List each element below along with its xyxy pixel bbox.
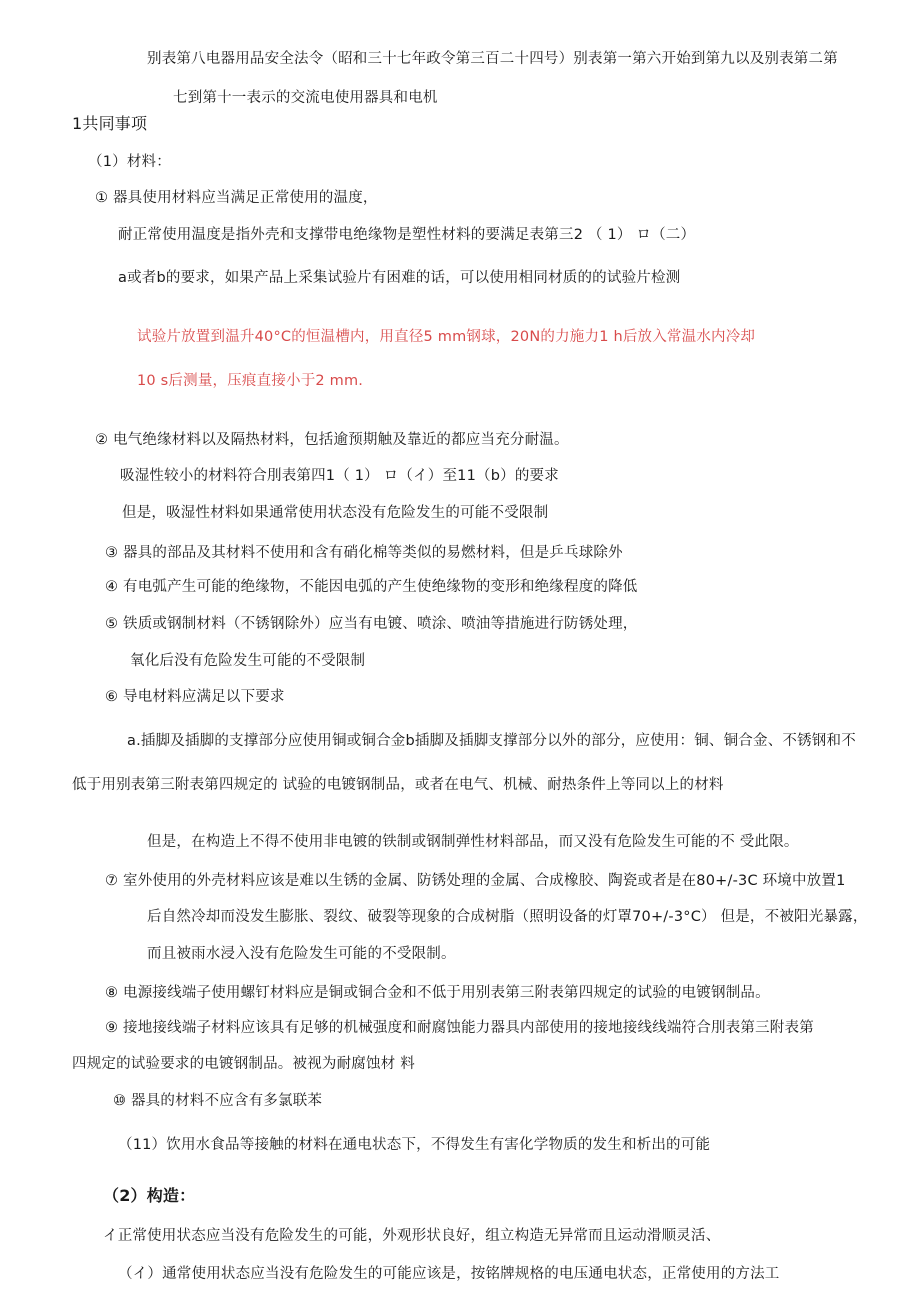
item-2-line-3: 但是，吸湿性材料如果通常使用状态没有危险发生的可能不受限制 xyxy=(122,505,549,521)
item-2-line-2: 吸湿性较小的材料符合刖表第四1（ 1） ロ（イ）至11（b）的要求 xyxy=(120,468,559,484)
test-note-line-2: 10 s后测量，压痕直接小于2 mm. xyxy=(137,373,364,389)
subsection-heading-construction: （2）构造： xyxy=(103,1186,196,1205)
construction-line-2: （イ）通常使用状态应当没有危险发生的可能应该是，按铭牌规格的电压通电状态，正常使用的方法工 xyxy=(118,1266,780,1282)
item-6-line-3: 低于用别表第三附表第四规定的 试验的电镀钢制品，或者在电气、机械、耐热条件上等同以上的材料 xyxy=(72,777,724,793)
subsection-heading-materials: （1）材料： xyxy=(88,154,171,170)
section-heading-common: 1共同事项 xyxy=(72,114,148,133)
item-7-line-3: 而且被雨水浸入没有危险发生可能的不受限制。 xyxy=(147,946,456,962)
item-9-line-2: 四规定的试验要求的电镀钢制品。被视为耐腐蚀材 料 xyxy=(72,1056,415,1072)
item-11: （11）饮用水食品等接触的材料在通电状态下，不得发生有害化学物质的发生和析出的可能 xyxy=(118,1137,711,1153)
item-2-heading: ② 电气绝缘材料以及隔热材料，包括逾预期触及靠近的都应当充分耐温。 xyxy=(95,432,569,448)
item-10: ⑩ 器具的材料不应含有多氯联苯 xyxy=(113,1093,323,1109)
item-1-line-3: a或者b的要求，如果产品上采集试验片有困难的话，可以使用相同材质的的试验片检测 xyxy=(118,270,681,286)
title-line-2: 七到第十一表示的交流电使用器具和电机 xyxy=(173,90,438,106)
item-5-line-2: 氧化后没有危险发生可能的不受限制 xyxy=(130,653,366,669)
item-4: ④ 有电弧产生可能的绝缘物，不能因电弧的产生使绝缘物的变形和绝缘程度的降低 xyxy=(105,579,638,595)
item-3: ③ 器具的部品及其材料不使用和含有硝化棉等类似的易燃材料，但是乒乓球除外 xyxy=(105,545,623,561)
title-line-1: 别表第八电器用品安全法令（昭和三十七年政令第三百二十四号）别表第一第六开始到第九以及别表第二第 xyxy=(147,51,838,67)
item-7-heading: ⑦ 室外使用的外壳材料应该是难以生锈的金属、防锈处理的金属、合成橡胶、陶瓷或者是在80+/-3C 环境中放置1 xyxy=(105,873,846,889)
item-9-heading: ⑨ 接地接线端子材料应该具有足够的机械强度和耐腐蚀能力器具内部使用的接地接线线端符合刖表第三附表第 xyxy=(105,1020,814,1036)
item-5-heading: ⑤ 铁质或钢制材料（不锈钢除外）应当有电镀、喷涂、喷油等措施进行防锈处理， xyxy=(105,616,638,632)
item-7-line-2: 后自然冷却而没发生膨胀、裂纹、破裂等现象的合成树脂（照明设备的灯罩70+/-3°C） 但是，不被阳光暴露， xyxy=(147,909,868,925)
item-6-line-2: a.插脚及插脚的支撑部分应使用铜或铜合金b插脚及插脚支撑部分以外的部分，应使用：铜、铜合金、不锈钢和不 xyxy=(127,733,856,749)
construction-line-1: イ正常使用状态应当没有危险发生的可能，外观形状良好，组立构造无异常而且运动滑顺灵活、 xyxy=(103,1228,721,1244)
item-1-line-2: 耐正常使用温度是指外壳和支撑带电绝缘物是塑性材料的要满足表第三2 （ 1） ロ（二） xyxy=(118,227,696,243)
item-6-heading: ⑥ 导电材料应满足以下要求 xyxy=(105,689,285,705)
item-8: ⑧ 电源接线端子使用螺钉材料应是铜或铜合金和不低于用别表第三附表第四规定的试验的电镀钢制品。 xyxy=(105,985,770,1001)
item-6-line-4: 但是，在构造上不得不使用非电镀的铁制或钢制弹性材料部品，而又没有危险发生可能的不 受此限。 xyxy=(147,834,799,850)
item-1-heading: ① 器具使用材料应当满足正常使用的温度， xyxy=(95,190,378,206)
test-note-line-1: 试验片放置到温升40°C的恒温槽内，用直径5 mm钢球，20N的力施力1 h后放入常温水内冷却 xyxy=(137,329,756,345)
